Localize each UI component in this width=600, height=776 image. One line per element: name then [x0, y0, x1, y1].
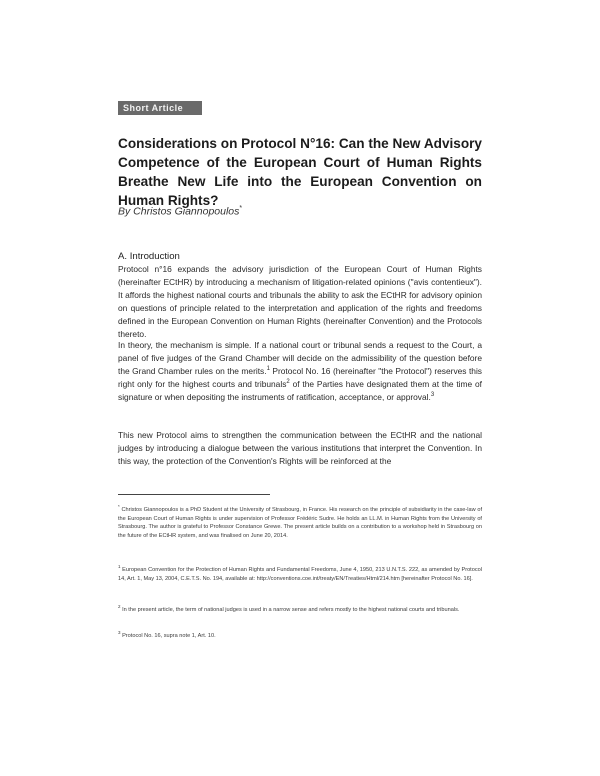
footnote-2-mark: 1	[118, 564, 121, 570]
author-name: By Christos Giannopoulos	[118, 205, 240, 218]
footnote-2-text: European Convention for the Protection of Human Rights and Fundamental Freedoms, June 4, 1950, 213 U.N.T.S. 222, as amended by Protocol 14, Art. 1, May 13, 2004, C.E.T.S. No. 194, available at: http://conventions.coe.int/treaty/EN/Treaties/Html/214.htm [hereinafter Protocol No. 16].	[118, 567, 482, 582]
footnote-3-text: In the present article, the term of national judges is used in a narrow sense and refers mostly to the highest national courts and tribunals.	[122, 607, 460, 613]
footnote-1	[118, 506, 482, 540]
footnote-divider	[118, 494, 270, 495]
section-heading: A. Introduction	[118, 251, 180, 262]
author-footnote-mark: *	[239, 205, 243, 212]
paragraph-2	[118, 339, 482, 404]
footnote-2	[118, 566, 482, 583]
footnote-ref-3: 3	[430, 392, 435, 399]
footnote-ref-2: 2	[286, 379, 290, 386]
paragraph-2-part-b: Protocol No. 16 (hereinafter "the Protocol") reserves this right only for the highest courts and tribunals	[118, 366, 482, 390]
byline	[118, 205, 242, 218]
footnote-4-text: Protocol No. 16, supra note 1, Art. 10.	[122, 633, 216, 639]
paragraph-3: This new Protocol aims to strengthen the communication between the ECtHR and the national judges by introducing a dialogue between the various institutions that interpret the Convention. In this way, the protection of the Convention's Rights will be reinforced at the	[118, 430, 482, 467]
footnote-4	[118, 632, 482, 641]
footnote-3-mark: 2	[118, 604, 121, 610]
footnote-1-mark: *	[118, 504, 120, 510]
paragraph-1: Protocol n°16 expands the advisory jurisdiction of the European Court of Human Rights (hereinafter ECtHR) by introducing a mechanism of litigation-related opinions ("avis contentieux"). It affords the highest national courts and tribunals the ability to ask the ECtHR for advisory opinion on questions of principle related to the interpretation and application of the rights and freedoms defined in the European Convention on Human Rights (hereinafter Convention) and the Protocols thereto.	[118, 264, 482, 340]
footnote-3	[118, 606, 482, 615]
article-title: Considerations on Protocol N°16: Can the New Advisory Competence of the European Court of Human Rights Breathe New Life into the European Convention on Human Rights?	[118, 136, 482, 208]
section-label: Short Article	[118, 101, 202, 115]
footnote-ref-1: 1	[266, 366, 270, 373]
footnote-4-mark: 3	[118, 630, 121, 636]
paragraph-2-part-a: In theory, the mechanism is simple. If a national court or tribunal sends a request to the Court, a panel of five judges of the Grand Chamber will decide on the admissibility of the question before the Grand Chamber rules on the merits.	[118, 340, 482, 377]
paragraph-2-part-c: of the Parties have designated them at the time of signature or when depositing the instruments of ratification, acceptance, or approval.	[118, 379, 482, 403]
footnote-1-text: Christos Giannopoulos is a PhD Student at the University of Strasbourg, in France. His research on the principle of subsidiarity in the case-law of the European Court of Human Rights is under supervision of Professor Frédéric Sudre. He holds an LL.M. in Human Rights from the University of Strasbourg. The author is grateful to Professor Constance Grewe. The present article builds on a contribution to a workshop held in Strasbourg on the future of the ECtHR system, and was finalised on June 20, 2014.	[118, 507, 482, 539]
